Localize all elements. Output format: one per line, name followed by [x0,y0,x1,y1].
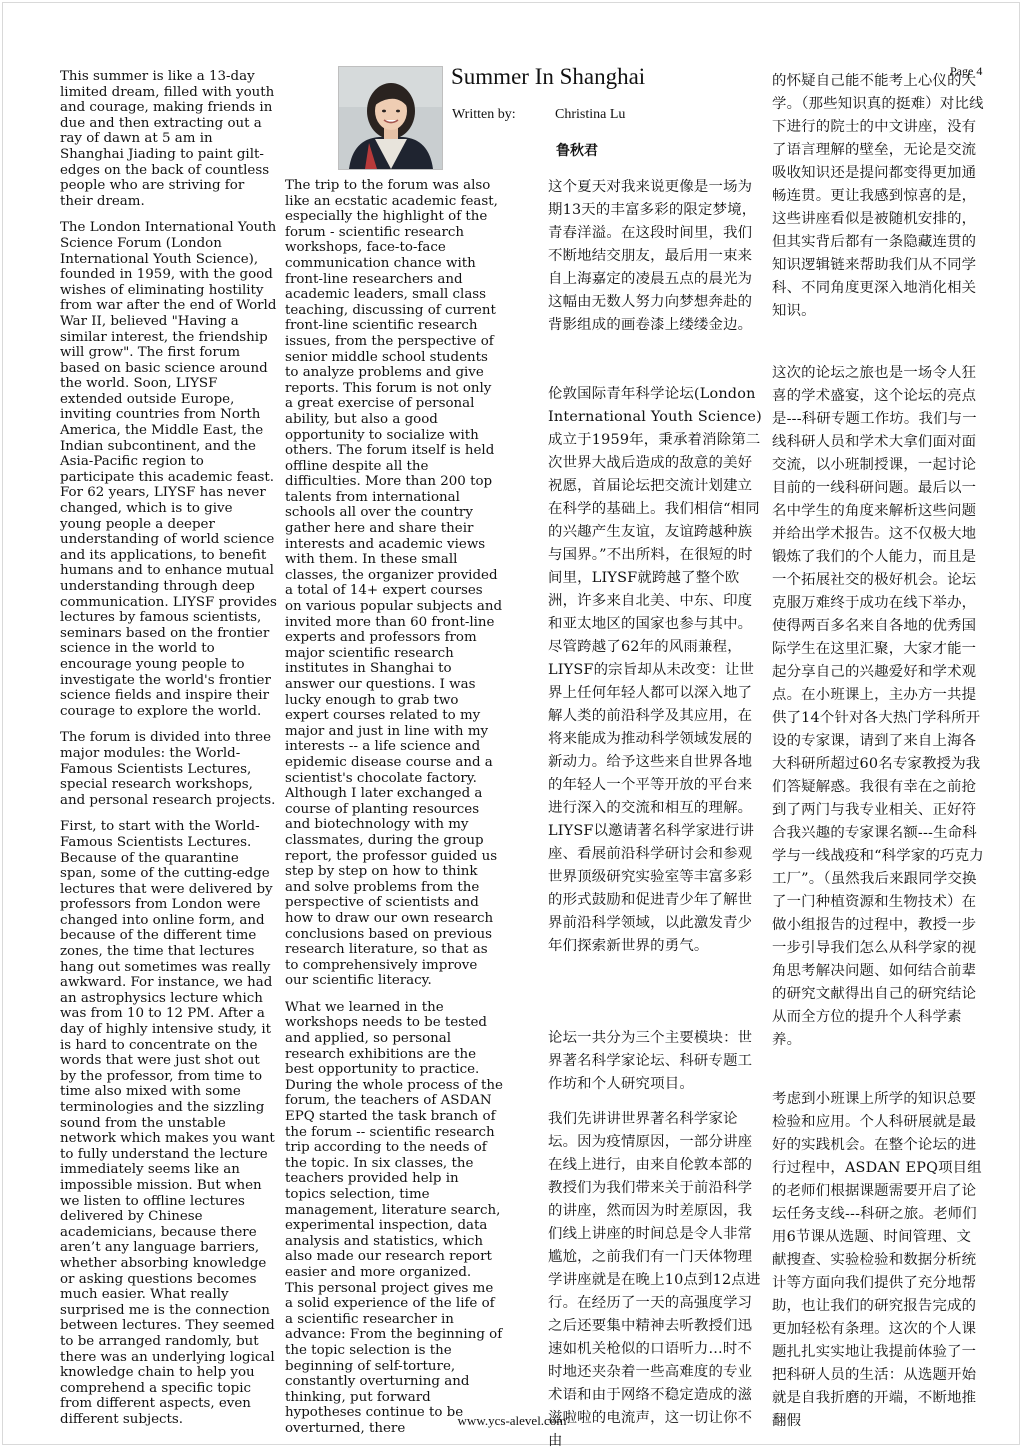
paragraph: The London International Youth Science Forum (London International Youth Science), founded in 1959, with the good wishes of eliminating hostility from war after the end of World War II, believed "Having a similar interest, the friendship will grow". The first forum based on basic science around the world. Soon, LIYSF extended outside Europe, inviting countries from North America, the Middle East, the Indian subcontinent, and the Asia-Pacific region to participate this academic feast. For 62 years, LIYSF has never changed, which is to give young people a deeper understanding of world science and its applications, to benefit humans and to enhance mutual understanding through deep communication. LIYSF provides lectures by famous scientists, seminars based on the frontier science in the world to encourage young people to investigate the world's frontier science fields and inspire their courage to explore the world. [60,220,277,719]
paragraph: 我们先讲讲世界著名科学家论坛。因为疫情原因，一部分讲座在线上进行，由来自伦敦本部的教授们为我们带来关于前沿科学的讲座，然而因为时差原因，我们线上讲座的时间总是令人非常尴尬，之前我们有一门天体物理学讲座就是在晚上10点到12点进行。在经历了一天的高强度学习之后还要集中精神去听教授们迅速如机关枪似的口语听力...时不时地还夹杂着一些高难度的专业术语和由于网络不稳定造成的滋滋啦啦的电流声，这一切让你不由 [548,1111,761,1449]
chinese-column-1 [548,176,766,1453]
byline-label: Written by: [452,107,516,122]
paragraph: 这次的论坛之旅也是一场令人狂喜的学术盛宴，这个论坛的亮点是---科研专题工作坊。我们与一线科研人员和学术大拿们面对面交流，以小班制授课，一起讨论目前的一线科研问题。最后以一名中学生的角度来解析这些问题并给出学术报告。这不仅极大地锻炼了我们的个人能力，而且是一个拓展社交的极好机会。论坛克服万难终于成功在线下举办，使得两百多名来自各地的优秀国际学生在这里汇聚，大家才能一起分享自己的兴趣爱好和学术观点。在小班课上，主办方一共提供了14个针对各大热门学科所开设的专家课，请到了来自上海各大科研所超过60名专家教授为我们答疑解惑。我很有幸在之前抢到了两门与我专业相关、正好符合我兴趣的专家课名额---生命科学与一线战疫和“科学家的巧克力工厂”。（虽然我后来跟同学交换了一门种植资源和生物技术）在做小组报告的过程中，教授一步一步引导我们怎么从科学家的视角思考解决问题、如何结合前辈的研究文献得出自己的研究结论从而全方位的提升个人科学素养。 [772,365,984,1048]
english-column-1 [60,69,278,1438]
paragraph: The trip to the forum was also like an ecstatic academic feast, especially the highlight of the forum - scientific research workshops, face-to-face communication chance with front-line researchers and academic leaders, small class teaching, discussing of current front-line scientific research issues, from the perspective of senior middle school students to analyze problems and give reports. This forum is not only a great exercise of personal ability, but also a good opportunity to socialize with others. The forum itself is held offline despite all the difficulties. More than 200 top talents from international schools all over the country gather here and share their interests and academic views with them. In these small classes, the organizer provided a total of 14+ expert courses on various popular subjects and invited more than 60 front-line experts and professors from major scientific research institutes in Shanghai to answer our questions. I was lucky enough to grab two expert courses related to my major and just in line with my interests -- a life science and epidemic disease course and a scientist's chocolate factory. Although I later exchanged a course of planting resources and biotechnology with my classmates, during the group report, the professor guided us step by step on how to think and solve problems from the perspective of scientists and how to draw our own research conclusions based on previous research literature, so that as to comprehensively improve our scientific literacy. [285,178,503,989]
page-number: Page 4 [950,64,983,78]
paragraph: 的怀疑自己能不能考上心仪的大学。（那些知识真的挺难）对比线下进行的院士的中文讲座，没有了语言理解的壁垒，无论是交流吸收知识还是提问都变得更加通畅连贯。更让我感到惊喜的是，这些讲座看似是被随机安排的，但其实背后都有一条隐藏连贯的知识逻辑链来帮助我们从不同学科、不同角度更深入地消化相关知识。 [772,73,984,319]
paragraph: 伦敦国际青年科学论坛(London International Youth Science)成立于1959年，秉承着消除第二次世界大战后造成的敌意的美好祝愿，首届论坛把交流计划建立在科学的基础上。我们相信“相同的兴趣产生友谊，友谊跨越种族与国界。”不出所料，在很短的时间里，LIYSF就跨越了整个欧洲，许多来自北美、中东、印度和亚太地区的国家也参与其中。尽管跨越了62年的风雨兼程，LIYSF的宗旨却从未改变：让世界上任何年轻人都可以深入地了解人类的前沿科学及其应用，在将来能成为推动科学领域发展的新动力。给予这些来自世界各地的年轻人一个平等开放的平台来进行深入的交流和相互的理解。LIYSF以邀请著名科学家进行讲座、看展前沿科学研讨会和参观世界顶级研究实验室等丰富多彩的形式鼓励和促进青少年了解世界前沿科学领域，以此激发青少年们探索新世界的勇气。 [548,386,762,954]
author-name: Christina Lu [555,107,626,122]
paragraph: What we learned in the workshops needs to be tested and applied, so personal research exhibitions are the best opportunity to practice. During the whole process of the forum, the teachers of ASDAN EPQ started the task branch of the forum -- scientific research trip according to the needs of the topic. In six classes, the teachers provided help in topics selection, time management, literature search, experimental inspection, data analysis and statistics, which also made our research report easier and more organized. This personal project gives me a solid experience of the life of a scientific researcher in advance: From the beginning of the topic selection is the beginning of self-torture, constantly overturning and thinking, put forward hypotheses continue to be overturned, there [285,999,503,1436]
english-column-2 [285,178,503,1448]
footer-url[interactable]: www.ycs-alevel.com [457,1413,567,1428]
paragraph: First, to start with the World-Famous Scientists Lectures. Because of the quarantine span, some of the cutting-edge lectures that were delivered by professors from London were changed into online form, and because of the different time zones, the time that lectures hang out sometimes was really awkward. For instance, we had an astrophysics lecture which was from 10 to 12 PM. After a day of highly intensive study, it is hard to concentrate on the words that were just shot out by the professor, from time to time also mixed with some terminologies and the sizzling sound from the unstable network which makes you want to fully understand the lecture immediately seems like an impossible mission. But when we listen to offline lectures delivered by Chinese academicians, because there aren’t any language barriers, whether absorbing knowledge or asking questions becomes much easier. What really surprised me is the connection between lectures. They seemed to be arranged randomly, but there was an underlying logical knowledge chain to help you comprehend a specific topic from different aspects, even different subjects. [60,819,275,1427]
chinese-column-2 [772,70,984,1433]
paragraph: 论坛一共分为三个主要模块：世界著名科学家论坛、科研专题工作坊和个人研究项目。 [548,1030,753,1092]
paragraph: 考虑到小班课上所学的知识总要检验和应用。个人科研展就是最好的实践机会。在整个论坛的进行过程中，ASDAN EPQ项目组的老师们根据课题需要开启了论坛任务支线---科研之旅。老师们用6节课从选题、时间管理、文献搜查、实验检验和数据分析统计等方面向我们提供了充分地帮助，也让我们的研究报告完成的更加轻松有条理。这次的个人课题扎扎实实地让我提前体验了一把科研人员的生活：从选题开始就是自我折磨的开端，不断地推翻假 [772,1091,982,1429]
paragraph: This summer is like a 13-day limited dream, filled with youth and courage, making friends in due and then extracting out a ray of dawn at 5 am in Shanghai Jiading to paint gilt-edges on the back of countless people who are striving for their dream. [60,69,275,209]
author-name-chinese: 鲁秋君 [556,143,598,159]
paragraph: 这个夏天对我来说更像是一场为期13天的丰富多彩的限定梦境，青春洋溢。在这段时间里，我们不断地结交朋友，最后用一束来自上海嘉定的凌晨五点的晨光为这幅由无数人努力向梦想奔赴的背影组成的画卷漆上缕缕金边。 [548,179,757,333]
paragraph: The forum is divided into three major modules: the World-Famous Scientists Lectures, special research workshops, and personal research projects. [60,730,276,808]
article-title: Summer In Shanghai [451,64,646,89]
author-portrait-icon [338,66,443,170]
